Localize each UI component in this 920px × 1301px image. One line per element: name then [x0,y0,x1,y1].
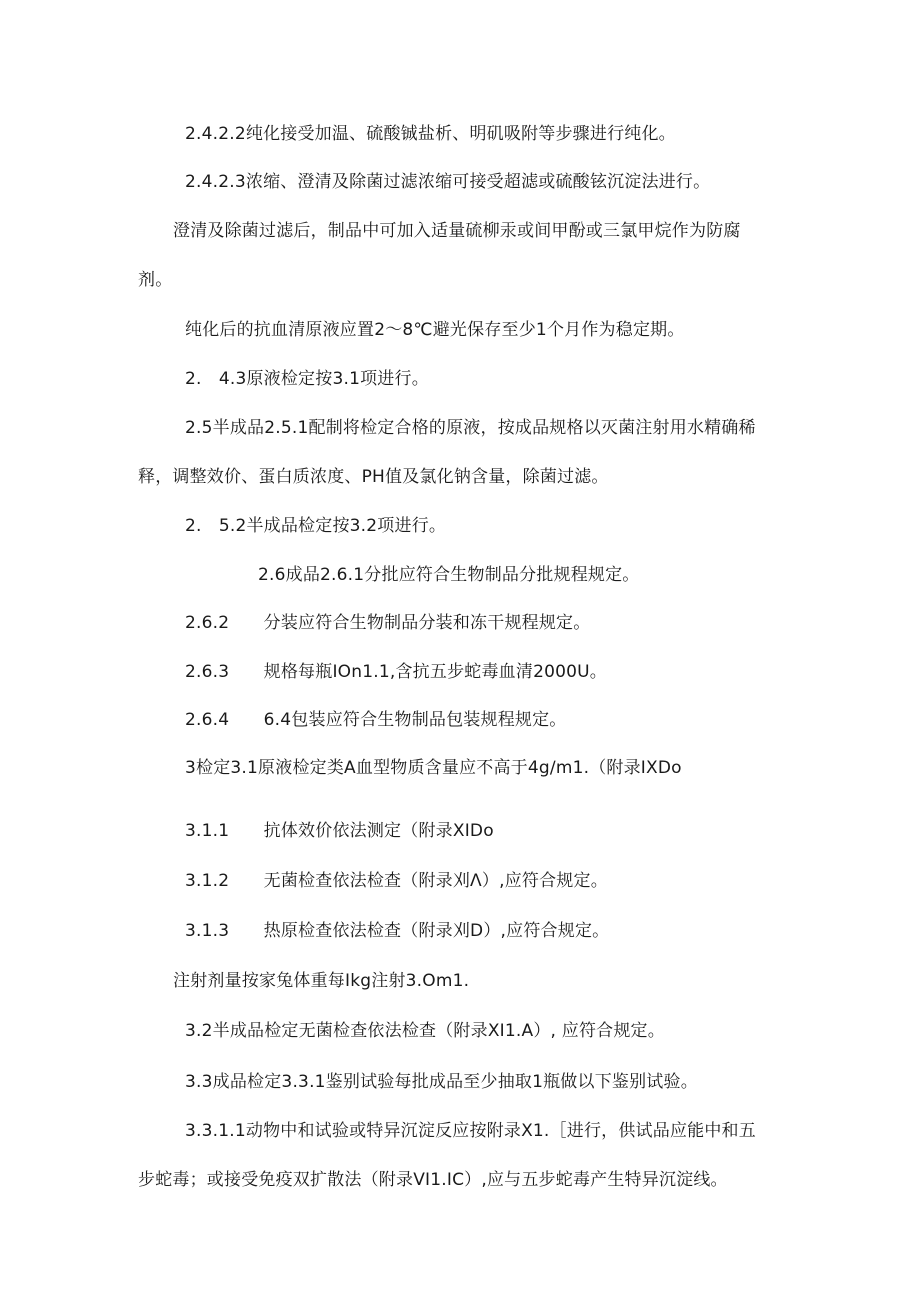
paragraph-3-3: 3.3成品检定3.3.1鉴别试验每批成品至少抽取1瓶做以下鉴别试验。 [185,1072,698,1092]
paragraph-dose: 注射剂量按家兔体重每Ikg注射3.Om1. [173,971,470,991]
paragraph-2-4-2-3: 2.4.2.3浓缩、澄清及除菌过滤浓缩可接受超滤或硫酸铉沉淀法进行。 [185,172,711,192]
paragraph-3-3-1-1-line2: 步蛇毒；或接受免疫双扩散法（附录VI1.IC）,应与五步蛇毒产生特异沉淀线。 [138,1170,728,1190]
paragraph-preservative-line1: 澄清及除菌过滤后，制品中可加入适量硫柳汞或间甲酚或三氯甲烷作为防腐 [173,221,741,241]
paragraph-2-5-2: 2. 5.2半成品检定按3.2项进行。 [185,516,447,536]
paragraph-2-5-line2: 释，调整效价、蛋白质浓度、PH值及氯化钠含量，除菌过滤。 [138,467,609,487]
paragraph-2-6-4: 2.6.4 6.4包装应符合生物制品包装规程规定。 [185,710,567,730]
paragraph-3-1: 3检定3.1原液检定类A血型物质含量应不高于4g∕m1.（附录IXDo [185,758,682,778]
paragraph-3-2: 3.2半成品检定无菌检查依法检查（附录XI1.A）, 应符合规定。 [185,1021,665,1041]
paragraph-storage: 纯化后的抗血清原液应置2〜8℃避光保存至少1个月作为稳定期。 [185,320,685,340]
paragraph-3-1-3: 3.1.3 热原检查依法检查（附录刈D）,应符合规定。 [185,921,610,941]
paragraph-3-3-1-1-line1: 3.3.1.1动物中和试验或特异沉淀反应按附录X1.［进行，供试品应能中和五 [185,1121,756,1141]
paragraph-2-4-3: 2. 4.3原液检定按3.1项进行。 [185,369,429,389]
paragraph-2-5-line1: 2.5半成品2.5.1配制将检定合格的原液，按成品规格以灭菌注射用水精确稀 [185,418,756,438]
paragraph-2-4-2-2: 2.4.2.2纯化接受加温、硫酸铖盐析、明矶吸附等步骤进行纯化。 [185,124,676,144]
paragraph-2-6-3: 2.6.3 规格每瓶IOn1.1,含抗五步蛇毒血清2000U。 [185,662,607,682]
paragraph-3-1-1: 3.1.1 抗体效价依法测定（附录XIDo [185,821,494,841]
paragraph-3-1-2: 3.1.2 无菌检查依法检查（附录刈Λ）,应符合规定。 [185,871,608,891]
paragraph-2-6-2: 2.6.2 分装应符合生物制品分装和冻干规程规定。 [185,613,591,633]
paragraph-2-6: 2.6成品2.6.1分批应符合生物制品分批规程规定。 [258,565,640,585]
paragraph-preservative-line2: 剂。 [138,270,173,290]
